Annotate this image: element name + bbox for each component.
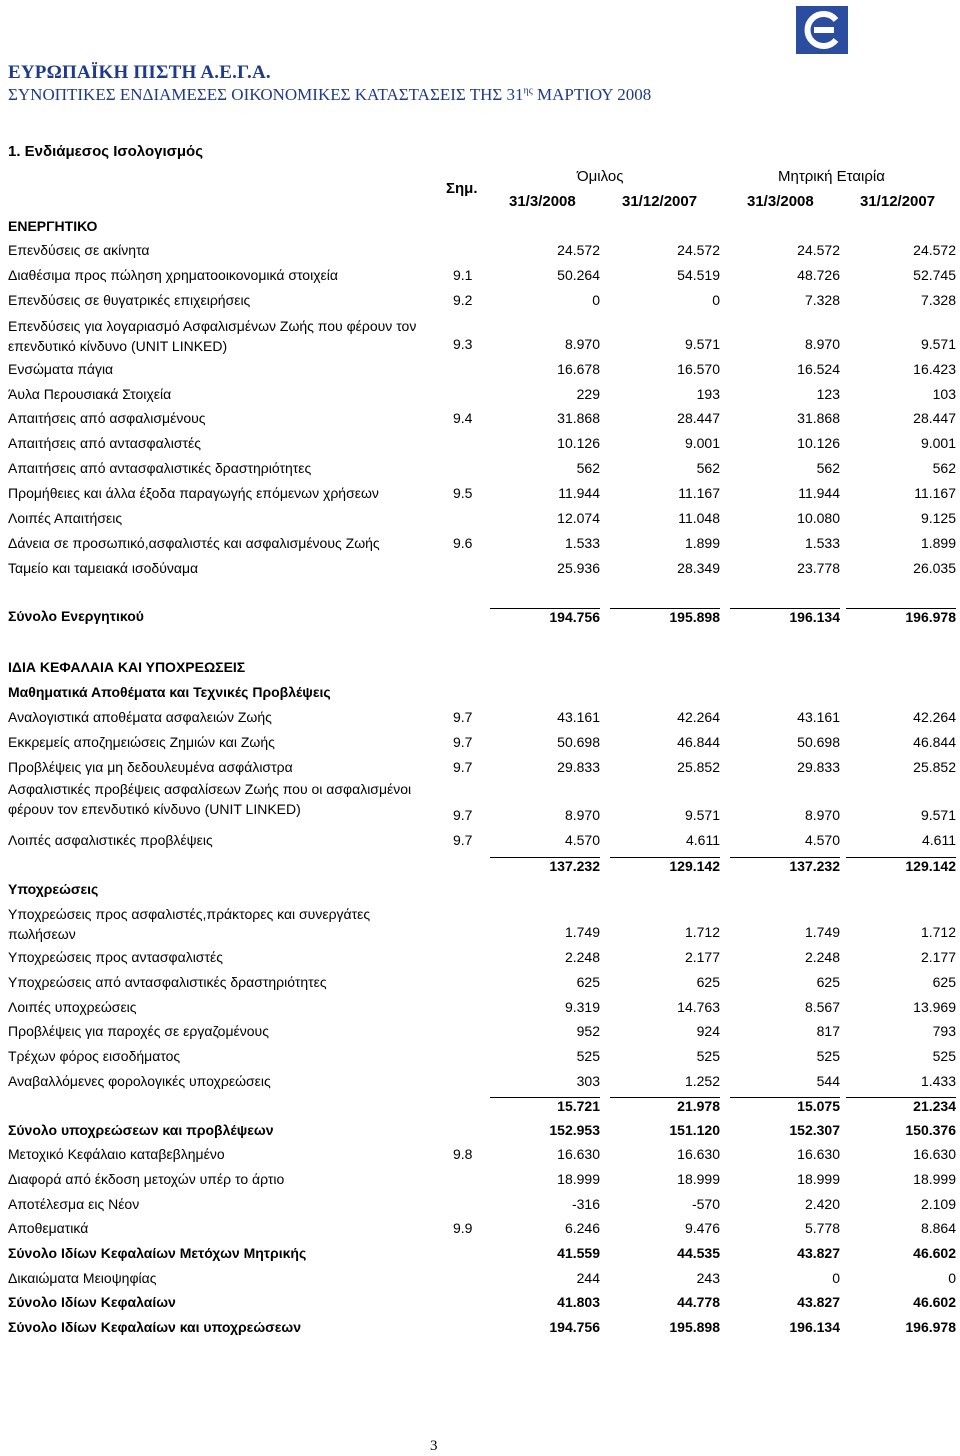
row-value-4: 2.109 — [920, 1196, 956, 1212]
row-value-1: 43.161 — [557, 709, 600, 725]
row-value-2: 25.852 — [677, 759, 720, 775]
row-value-4: 1.433 — [920, 1073, 956, 1089]
row-value-3: 48.726 — [797, 267, 840, 283]
table-row — [0, 535, 960, 559]
row-value-3: 31.868 — [797, 410, 840, 426]
row-label: Μαθηματικά Αποθέματα και Τεχνικές Προβλέψεις — [8, 684, 331, 700]
row-value-4: 793 — [932, 1023, 956, 1039]
group-header: Όμιλος — [577, 168, 624, 185]
company-name: ΕΥΡΩΠΑΪΚΗ ΠΙΣΤΗ Α.Ε.Γ.Α. — [8, 62, 271, 83]
table-row — [0, 684, 960, 708]
table-row — [0, 218, 960, 242]
table-row — [0, 410, 960, 434]
table-row — [0, 1146, 960, 1170]
row-label: Εκκρεμείς αποζημειώσεις Ζημιών και Ζωής — [8, 734, 275, 750]
row-value-3: 625 — [816, 974, 840, 990]
row-label: Αναβαλλόμενες φορολογικές υποχρεώσεις — [8, 1073, 271, 1089]
row-value-3: 10.080 — [797, 510, 840, 526]
row-value-3: 18.999 — [797, 1171, 840, 1187]
parent-header: Μητρική Εταιρία — [778, 168, 885, 185]
row-label: Διαφορά από έκδοση μετοχών υπέρ το άρτιο — [8, 1171, 285, 1187]
row-value-2: 193 — [696, 386, 720, 402]
row-value-2: 129.142 — [610, 857, 720, 874]
row-value-3: 16.524 — [797, 361, 840, 377]
row-value-2: 16.570 — [677, 361, 720, 377]
row-note: 9.3 — [453, 336, 473, 352]
company-logo-icon — [796, 6, 848, 54]
row-note: 9.7 — [453, 734, 473, 750]
table-row — [0, 779, 960, 825]
row-label: Σύνολο Ιδίων Κεφαλαίων και υποχρεώσεων — [8, 1319, 301, 1335]
row-label: Προβλέψεις για μη δεδουλευμένα ασφάλιστρα — [8, 759, 293, 775]
row-label: Μετοχικό Κεφάλαιο καταβεβλημένο — [8, 1146, 225, 1162]
row-label: Ασφαλιστικές προβέψεις ασφαλίσεων Ζωής που οι ασφαλισμένοι φέρουν τον επενδυτικό κίνδυνο (UNIT LINKED) — [8, 781, 412, 817]
row-value-4: 9.125 — [920, 510, 956, 526]
row-value-4: 129.142 — [846, 857, 956, 874]
row-label: Αποθεματικά — [8, 1220, 89, 1236]
table-row — [0, 435, 960, 459]
row-label: Αναλογιστικά αποθέματα ασφαλειών Ζωής — [8, 709, 272, 725]
row-value-3: 4.570 — [804, 832, 840, 848]
table-row — [0, 904, 960, 950]
row-value-2: 42.264 — [677, 709, 720, 725]
row-value-3: 23.778 — [797, 560, 840, 576]
row-value-4: 2.177 — [920, 949, 956, 965]
row-label: Δικαιώματα Μειοψηφίας — [8, 1270, 157, 1286]
row-value-3: 2.248 — [804, 949, 840, 965]
row-note: 9.9 — [453, 1220, 473, 1236]
row-value-4: 46.602 — [913, 1245, 956, 1261]
row-value-3: 7.328 — [804, 292, 840, 308]
row-value-1: 50.698 — [557, 734, 600, 750]
date-header-3: 31/3/2008 — [747, 193, 814, 210]
row-note: 9.5 — [453, 485, 473, 501]
row-value-2: 9.001 — [684, 435, 720, 451]
table-row — [0, 659, 960, 683]
date-header-4: 31/12/2007 — [860, 193, 936, 210]
row-value-4: 9.571 — [920, 336, 956, 352]
table-row — [0, 1048, 960, 1072]
row-value-2: 11.167 — [678, 485, 720, 501]
row-value-1: 525 — [576, 1048, 600, 1064]
row-value-2: 28.447 — [677, 410, 720, 426]
row-note: 9.7 — [453, 832, 473, 848]
row-value-4: 625 — [932, 974, 956, 990]
row-value-3: 525 — [816, 1048, 840, 1064]
row-value-3: 2.420 — [804, 1196, 840, 1212]
row-value-2: 1.252 — [684, 1073, 720, 1089]
row-value-2: 21.978 — [610, 1097, 720, 1114]
row-value-2: 562 — [696, 460, 720, 476]
table-row — [0, 734, 960, 758]
row-value-1: 18.999 — [557, 1171, 600, 1187]
row-note: 9.7 — [453, 709, 473, 725]
row-value-4: 7.328 — [920, 292, 956, 308]
row-value-3: 196.134 — [730, 608, 840, 625]
table-row — [0, 1245, 960, 1269]
table-row — [0, 709, 960, 733]
row-value-3: 544 — [816, 1073, 840, 1089]
row-label: Σύνολο υποχρεώσεων και προβλέψεων — [8, 1122, 274, 1138]
row-note: 9.7 — [453, 807, 473, 823]
row-value-1: 952 — [576, 1023, 600, 1039]
row-value-4: 26.035 — [913, 560, 956, 576]
row-label: Ενσώματα πάγια — [8, 361, 114, 377]
row-label: Σύνολο Ιδίων Κεφαλαίων — [8, 1294, 176, 1310]
row-value-1: 229 — [576, 386, 600, 402]
table-row — [0, 1097, 960, 1121]
table-row — [0, 857, 960, 881]
row-value-4: 18.999 — [913, 1171, 956, 1187]
row-label: Λοιπές ασφαλιστικές προβλέψεις — [8, 832, 213, 848]
row-value-2: 4.611 — [686, 832, 720, 848]
row-value-4: 196.978 — [905, 1319, 956, 1335]
row-value-1: 562 — [576, 460, 600, 476]
row-value-1: 16.630 — [557, 1146, 600, 1162]
row-value-1: 16.678 — [557, 361, 600, 377]
row-value-4: 103 — [932, 386, 956, 402]
row-value-4: 9.001 — [920, 435, 956, 451]
row-label: Δάνεια σε προσωπικό,ασφαλιστές και ασφαλισμένους Ζωής — [8, 535, 380, 551]
row-value-3: 152.307 — [789, 1122, 840, 1138]
date-header-1: 31/3/2008 — [509, 193, 576, 210]
row-value-1: 29.833 — [557, 759, 600, 775]
row-label: Υποχρεώσεις — [8, 881, 99, 897]
row-value-2: 46.844 — [677, 734, 720, 750]
row-value-2: 16.630 — [677, 1146, 720, 1162]
row-value-2: 14.763 — [677, 999, 720, 1015]
row-value-4: 525 — [932, 1048, 956, 1064]
row-value-3: 10.126 — [797, 435, 840, 451]
row-value-4: 8.864 — [920, 1220, 956, 1236]
row-value-1: 25.936 — [557, 560, 600, 576]
table-row — [0, 316, 960, 362]
row-label: Επενδύσεις σε θυγατρικές επιχειρήσεις — [8, 292, 251, 308]
row-value-1: -316 — [571, 1196, 600, 1212]
row-value-1: 4.570 — [564, 832, 600, 848]
table-row — [0, 1196, 960, 1220]
row-value-2: 11.048 — [678, 510, 720, 526]
row-value-3: 196.134 — [789, 1319, 840, 1335]
row-value-2: 9.571 — [684, 807, 720, 823]
row-value-1: 303 — [576, 1073, 600, 1089]
row-value-3: 43.161 — [797, 709, 840, 725]
row-value-4: 1.712 — [920, 924, 956, 940]
row-value-1: 41.559 — [557, 1245, 600, 1261]
report-subtitle: ΣΥΝΟΠΤΙΚΕΣ ΕΝΔΙΑΜΕΣΕΣ ΟΙΚΟΝΟΜΙΚΕΣ ΚΑΤΑΣΤΑΣΕΙΣ ΤΗΣ $31^{\eta\varsigma}$ ΜΑΡΤΙΟΥ 2008 — [8, 85, 652, 104]
row-label: Διαθέσιμα προς πώληση χρηματοοικονομικά στοιχεία — [8, 267, 338, 283]
row-value-4: 21.234 — [846, 1097, 956, 1114]
row-value-4: 4.611 — [922, 832, 956, 848]
row-label: Απαιτήσεις από αντασφαλιστές — [8, 435, 201, 451]
row-value-1: 12.074 — [557, 510, 600, 526]
row-value-2: 28.349 — [677, 560, 720, 576]
row-value-2: 243 — [696, 1270, 720, 1286]
row-value-1: 194.756 — [490, 608, 600, 625]
row-value-1: 1.533 — [564, 535, 600, 551]
page-number: 3 — [430, 1438, 438, 1454]
row-note: 9.2 — [453, 292, 473, 308]
row-value-4: 28.447 — [913, 410, 956, 426]
row-value-3: 15.075 — [730, 1097, 840, 1114]
table-row — [0, 949, 960, 973]
row-value-4: 13.969 — [913, 999, 956, 1015]
row-note: 9.1 — [453, 267, 473, 283]
row-value-3: 1.749 — [804, 924, 840, 940]
row-note: 9.4 — [453, 410, 473, 426]
row-label: Λοιπές υποχρεώσεις — [8, 999, 137, 1015]
table-row — [0, 292, 960, 316]
table-row — [0, 832, 960, 856]
row-value-2: 1.899 — [684, 535, 720, 551]
row-value-2: 9.476 — [684, 1220, 720, 1236]
row-label: Απαιτήσεις από αντασφαλιστικές δραστηριότητες — [8, 460, 312, 476]
row-value-2: 924 — [696, 1023, 720, 1039]
row-value-2: 24.572 — [677, 242, 720, 258]
row-label: Υποχρεώσεις προς ασφαλιστές,πράκτορες και συνεργάτες πωλήσεων — [8, 906, 371, 942]
row-label: Υποχρεώσεις από αντασφαλιστικές δραστηριότητες — [8, 974, 327, 990]
row-label: Τρέχων φόρος εισοδήματος — [8, 1048, 181, 1064]
row-value-1: 0 — [592, 292, 600, 308]
row-value-4: 46.844 — [913, 734, 956, 750]
table-row — [0, 1073, 960, 1097]
row-value-4: 196.978 — [846, 608, 956, 625]
row-value-1: 8.970 — [564, 336, 600, 352]
row-value-3: 11.944 — [798, 485, 840, 501]
date-header-2: 31/12/2007 — [622, 193, 698, 210]
row-value-2: 2.177 — [684, 949, 720, 965]
table-row — [0, 460, 960, 484]
row-value-1: 6.246 — [564, 1220, 600, 1236]
row-value-3: 8.970 — [804, 807, 840, 823]
row-label: Αποτέλεσμα εις Νέον — [8, 1196, 140, 1212]
row-label: Απαιτήσεις από ασφαλισμένους — [8, 410, 206, 426]
row-value-3: 562 — [816, 460, 840, 476]
row-value-4: 16.630 — [913, 1146, 956, 1162]
table-row — [0, 881, 960, 905]
row-value-3: 50.698 — [797, 734, 840, 750]
row-value-3: 123 — [816, 386, 840, 402]
row-value-4: 0 — [948, 1270, 956, 1286]
table-row — [0, 1294, 960, 1318]
table-row — [0, 510, 960, 534]
row-value-1: 24.572 — [557, 242, 600, 258]
note-column-header: Σημ. — [446, 180, 478, 197]
table-row — [0, 386, 960, 410]
row-value-2: 151.120 — [669, 1122, 720, 1138]
table-row — [0, 1220, 960, 1244]
row-note: 9.6 — [453, 535, 473, 551]
row-value-2: -570 — [691, 1196, 720, 1212]
row-label: Επενδύσεις σε ακίνητα — [8, 242, 150, 258]
row-label: Λοιπές Απαιτήσεις — [8, 510, 123, 526]
row-value-1: 10.126 — [557, 435, 600, 451]
row-value-4: 150.376 — [905, 1122, 956, 1138]
row-value-3: 29.833 — [797, 759, 840, 775]
row-value-3: 1.533 — [804, 535, 840, 551]
row-value-1: 2.248 — [564, 949, 600, 965]
table-row — [0, 242, 960, 266]
row-label: Προμήθειες και άλλα έξοδα παραγωγής επόμενων χρήσεων — [8, 485, 379, 501]
table-row — [0, 1122, 960, 1146]
table-row — [0, 267, 960, 291]
row-value-3: 0 — [832, 1270, 840, 1286]
row-value-3: 43.827 — [797, 1294, 840, 1310]
row-note: 9.7 — [453, 759, 473, 775]
table-row — [0, 608, 960, 632]
table-row — [0, 361, 960, 385]
row-label: Σύνολο Ενεργητικού — [8, 608, 144, 624]
row-value-2: 18.999 — [677, 1171, 720, 1187]
row-value-2: 195.898 — [610, 608, 720, 625]
row-value-4: 11.167 — [914, 485, 956, 501]
row-value-3: 16.630 — [797, 1146, 840, 1162]
row-value-1: 152.953 — [549, 1122, 600, 1138]
table-row — [0, 1319, 960, 1343]
row-label: Ταμείο και ταμειακά ισοδύναμα — [8, 560, 199, 576]
row-label: Επενδύσεις για λογαριασμό Ασφαλισμένων Ζωής που φέρουν τον επενδυτικό κίνδυνο (UNIT LINKED) — [8, 318, 417, 354]
row-note: 9.8 — [453, 1146, 473, 1162]
row-value-2: 195.898 — [669, 1319, 720, 1335]
row-value-1: 1.749 — [564, 924, 600, 940]
row-value-1: 8.970 — [564, 807, 600, 823]
row-value-3: 817 — [816, 1023, 840, 1039]
row-value-4: 1.899 — [920, 535, 956, 551]
row-value-1: 11.944 — [558, 485, 600, 501]
row-value-2: 54.519 — [677, 267, 720, 283]
row-value-1: 9.319 — [564, 999, 600, 1015]
row-value-4: 16.423 — [913, 361, 956, 377]
row-value-4: 25.852 — [913, 759, 956, 775]
row-label: ΕΝΕΡΓΗΤΙΚΟ — [8, 218, 98, 234]
table-row — [0, 974, 960, 998]
row-value-3: 8.567 — [804, 999, 840, 1015]
table-row — [0, 1023, 960, 1047]
table-row — [0, 485, 960, 509]
table-row — [0, 1171, 960, 1195]
row-value-3: 24.572 — [797, 242, 840, 258]
row-value-4: 562 — [932, 460, 956, 476]
row-value-1: 50.264 — [557, 267, 600, 283]
row-value-3: 43.827 — [797, 1245, 840, 1261]
row-value-1: 194.756 — [549, 1319, 600, 1335]
row-value-3: 137.232 — [730, 857, 840, 874]
row-value-3: 5.778 — [804, 1220, 840, 1236]
row-label: Υποχρεώσεις προς αντασφαλιστές — [8, 949, 223, 965]
row-value-1: 31.868 — [557, 410, 600, 426]
table-row — [0, 560, 960, 584]
row-value-1: 41.803 — [557, 1294, 600, 1310]
row-value-2: 9.571 — [684, 336, 720, 352]
row-value-4: 9.571 — [920, 807, 956, 823]
row-value-4: 46.602 — [913, 1294, 956, 1310]
row-label: ΙΔΙΑ ΚΕΦΑΛΑΙΑ ΚΑΙ ΥΠΟΧΡΕΩΣΕΙΣ — [8, 659, 246, 675]
row-value-4: 42.264 — [913, 709, 956, 725]
row-value-1: 625 — [576, 974, 600, 990]
row-value-2: 44.778 — [677, 1294, 720, 1310]
row-value-1: 15.721 — [490, 1097, 600, 1114]
row-value-2: 0 — [712, 292, 720, 308]
row-label: Προβλέψεις για παροχές σε εργαζομένους — [8, 1023, 269, 1039]
row-value-1: 137.232 — [490, 857, 600, 874]
row-value-1: 244 — [576, 1270, 600, 1286]
row-value-2: 1.712 — [684, 924, 720, 940]
row-value-4: 24.572 — [913, 242, 956, 258]
row-label: Άυλα Περουσιακά Στοιχεία — [8, 386, 172, 402]
row-value-2: 525 — [696, 1048, 720, 1064]
row-value-4: 52.745 — [913, 267, 956, 283]
table-row — [0, 1270, 960, 1294]
row-value-3: 8.970 — [804, 336, 840, 352]
row-label: Σύνολο Ιδίων Κεφαλαίων Μετόχων Μητρικής — [8, 1245, 307, 1261]
table-row — [0, 999, 960, 1023]
row-value-2: 44.535 — [677, 1245, 720, 1261]
row-value-2: 625 — [696, 974, 720, 990]
section-title: 1. Ενδιάμεσος Ισολογισμός — [8, 143, 204, 160]
